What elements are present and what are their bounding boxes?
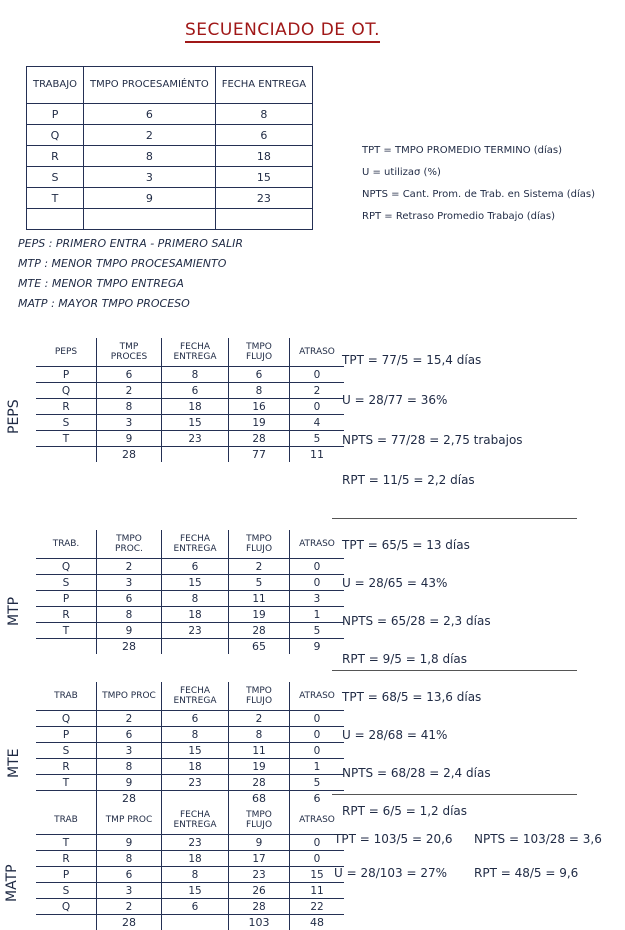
sequence-cell: 11 xyxy=(229,743,290,759)
sequence-cell: 3 xyxy=(97,743,162,759)
sequence-cell: P xyxy=(36,367,97,383)
calculation-line: NPTS = 103/28 = 3,6 xyxy=(474,822,614,856)
definition-u: U = utilizaσ (%) xyxy=(362,162,595,184)
job-cell: S xyxy=(27,167,84,188)
table-row xyxy=(36,851,344,867)
total-cell xyxy=(162,791,229,807)
sequence-cell: 4 xyxy=(290,415,345,431)
header-due-date: FECHA ENTREGA xyxy=(215,67,312,104)
sequence-cell: 18 xyxy=(162,607,229,623)
section-table-wrap xyxy=(36,338,344,462)
legend-mte: MTE : MENOR TMPO ENTREGA xyxy=(18,274,243,294)
job-cell: Q xyxy=(27,125,84,146)
calculation-line: NPTS = 68/28 = 2,4 días xyxy=(342,754,491,792)
sequence-table xyxy=(36,806,344,930)
calculation-line: NPTS = 65/28 = 2,3 días xyxy=(342,602,491,640)
sequence-cell: 1 xyxy=(290,607,345,623)
sequence-cell: 28 xyxy=(229,623,290,639)
sequence-cell: R xyxy=(36,607,97,623)
sequence-cell: 2 xyxy=(97,559,162,575)
sequence-cell: T xyxy=(36,835,97,851)
sequence-cell: Q xyxy=(36,711,97,727)
sequence-cell: Q xyxy=(36,559,97,575)
sequence-cell: 8 xyxy=(162,867,229,883)
sequence-cell: 0 xyxy=(290,835,345,851)
sequence-header-cell: TMPO FLUJO xyxy=(229,806,290,835)
sequence-header-cell: TMPO FLUJO xyxy=(229,338,290,367)
sequence-cell: 9 xyxy=(97,623,162,639)
section-label-matp: MATP xyxy=(4,864,20,902)
sequence-cell: 8 xyxy=(162,367,229,383)
total-cell: 103 xyxy=(229,915,290,930)
calculation-line: TPT = 68/5 = 13,6 días xyxy=(342,678,491,716)
table-row xyxy=(36,711,344,727)
sequence-cell: 8 xyxy=(97,399,162,415)
total-cell xyxy=(162,639,229,655)
table-row xyxy=(36,867,344,883)
sequence-header-cell: FECHA ENTREGA xyxy=(162,682,229,711)
empty-cell xyxy=(84,209,216,230)
sequence-header-cell: FECHA ENTREGA xyxy=(162,530,229,559)
section-table-wrap xyxy=(36,530,344,654)
sequence-header-cell: ATRASO xyxy=(290,338,345,367)
sequence-cell: 2 xyxy=(290,383,345,399)
section-calculations xyxy=(342,340,523,500)
sequence-cell: 18 xyxy=(162,399,229,415)
sequence-cell: R xyxy=(36,759,97,775)
sequence-cell: 28 xyxy=(229,899,290,915)
table-row xyxy=(36,743,344,759)
sequence-cell: 2 xyxy=(97,899,162,915)
sequence-cell: P xyxy=(36,591,97,607)
sequence-cell: 23 xyxy=(229,867,290,883)
sequence-header-cell: TMPO FLUJO xyxy=(229,682,290,711)
calculation-line: U = 28/77 = 36% xyxy=(342,380,523,420)
job-cell: R xyxy=(27,146,84,167)
section-calculations xyxy=(334,822,619,890)
definition-npts: NPTS = Cant. Prom. de Trab. en Sistema (días) xyxy=(362,184,595,206)
sequence-header-cell: TMPO PROC. xyxy=(97,530,162,559)
calculation-line: RPT = 11/5 = 2,2 días xyxy=(342,460,523,500)
sequence-table xyxy=(36,682,344,806)
sequence-cell: R xyxy=(36,399,97,415)
sequence-cell: 23 xyxy=(162,835,229,851)
sequence-cell: 6 xyxy=(162,899,229,915)
table-row xyxy=(27,104,313,125)
sequence-header-cell: ATRASO xyxy=(290,682,345,711)
sequence-cell: P xyxy=(36,727,97,743)
section-divider xyxy=(332,794,577,795)
sequence-cell: 3 xyxy=(97,415,162,431)
table-row xyxy=(36,759,344,775)
sequence-cell: 5 xyxy=(229,575,290,591)
sequence-cell: 5 xyxy=(290,623,345,639)
table-row xyxy=(36,431,344,447)
sequence-cell: 8 xyxy=(162,727,229,743)
sequence-cell: 11 xyxy=(290,883,345,899)
sequence-cell: 6 xyxy=(229,367,290,383)
table-row xyxy=(36,575,344,591)
time-cell: 3 xyxy=(84,167,216,188)
definition-rpt: RPT = Retraso Promedio Trabajo (días) xyxy=(362,206,595,228)
sequence-header-row xyxy=(36,806,344,835)
calculation-line: RPT = 48/5 = 9,6 xyxy=(474,856,614,890)
sequence-cell: 23 xyxy=(162,775,229,791)
total-cell xyxy=(36,447,97,463)
sequence-cell: 6 xyxy=(97,867,162,883)
table-row xyxy=(36,607,344,623)
header-processing-time: TMPO PROCESAMIÉNTO xyxy=(84,67,216,104)
section-divider xyxy=(332,670,577,671)
calculation-line: NPTS = 77/28 = 2,75 trabajos xyxy=(342,420,523,460)
sequence-cell: 8 xyxy=(162,591,229,607)
sequence-table xyxy=(36,530,344,654)
calculation-line: U = 28/68 = 41% xyxy=(342,716,491,754)
sequence-header-cell: TMPO FLUJO xyxy=(229,530,290,559)
sequence-header-cell: TMPO PROC xyxy=(97,682,162,711)
total-cell: 9 xyxy=(290,639,345,655)
time-cell: 9 xyxy=(84,188,216,209)
jobs-header-row xyxy=(27,67,313,104)
due-cell: 18 xyxy=(215,146,312,167)
section-calculations xyxy=(342,678,491,830)
sequence-cell: 9 xyxy=(97,835,162,851)
sequence-cell: 0 xyxy=(290,367,345,383)
table-row xyxy=(36,775,344,791)
job-cell: T xyxy=(27,188,84,209)
sequence-cell: 6 xyxy=(97,367,162,383)
section-table-wrap xyxy=(36,682,344,806)
sequence-cell: 5 xyxy=(290,775,345,791)
total-cell: 77 xyxy=(229,447,290,463)
sequence-cell: 0 xyxy=(290,711,345,727)
section-calculations xyxy=(342,526,491,678)
sequence-cell: 23 xyxy=(162,431,229,447)
total-cell: 28 xyxy=(97,639,162,655)
table-row xyxy=(27,167,313,188)
sequence-cell: 11 xyxy=(229,591,290,607)
table-row xyxy=(36,623,344,639)
sequence-cell: 8 xyxy=(97,851,162,867)
calculation-line: TPT = 77/5 = 15,4 días xyxy=(342,340,523,380)
sequence-cell: 8 xyxy=(97,759,162,775)
sequence-header-cell: ATRASO xyxy=(290,530,345,559)
table-row xyxy=(36,383,344,399)
sequence-cell: 0 xyxy=(290,399,345,415)
table-row xyxy=(36,591,344,607)
sequence-cell: 17 xyxy=(229,851,290,867)
sequence-header-cell: TRAB xyxy=(36,682,97,711)
header-job: TRABAJO xyxy=(27,67,84,104)
page-title: SECUENCIADO DE OT. xyxy=(185,20,380,43)
sequence-cell: 19 xyxy=(229,607,290,623)
sequence-table xyxy=(36,338,344,462)
sequence-cell: 3 xyxy=(290,591,345,607)
section-table-wrap xyxy=(36,806,344,930)
due-cell: 6 xyxy=(215,125,312,146)
sequence-header-cell: TRAB. xyxy=(36,530,97,559)
sequence-cell: T xyxy=(36,775,97,791)
section-divider xyxy=(332,518,577,519)
table-row xyxy=(36,727,344,743)
total-cell: 68 xyxy=(229,791,290,807)
totals-row xyxy=(36,639,344,655)
table-row xyxy=(36,883,344,899)
time-cell: 8 xyxy=(84,146,216,167)
calculation-line: U = 28/103 = 27% xyxy=(334,856,474,890)
sequence-cell: 8 xyxy=(97,607,162,623)
sequence-cell: 0 xyxy=(290,727,345,743)
table-row xyxy=(36,399,344,415)
sequence-cell: S xyxy=(36,883,97,899)
total-cell: 65 xyxy=(229,639,290,655)
sequence-cell: Q xyxy=(36,383,97,399)
table-row xyxy=(36,899,344,915)
sequence-cell: 23 xyxy=(162,623,229,639)
calculation-line: U = 28/65 = 43% xyxy=(342,564,491,602)
total-cell xyxy=(36,639,97,655)
sequence-cell: 0 xyxy=(290,575,345,591)
sequence-cell: 0 xyxy=(290,743,345,759)
legend-matp: MATP : MAYOR TMPO PROCESO xyxy=(18,294,243,314)
definition-tpt: TPT = TMPO PROMEDIO TERMINO (días) xyxy=(362,140,595,162)
sequence-cell: 19 xyxy=(229,759,290,775)
total-cell: 6 xyxy=(290,791,345,807)
sequence-cell: 9 xyxy=(229,835,290,851)
sequence-header-cell: PEPS xyxy=(36,338,97,367)
table-row xyxy=(36,367,344,383)
sequence-cell: 5 xyxy=(290,431,345,447)
due-cell: 23 xyxy=(215,188,312,209)
table-row xyxy=(36,835,344,851)
empty-cell xyxy=(27,209,84,230)
total-cell: 11 xyxy=(290,447,345,463)
table-row xyxy=(27,125,313,146)
sequence-cell: 2 xyxy=(97,711,162,727)
sequence-cell: 15 xyxy=(162,743,229,759)
legend-mtp: MTP : MENOR TMPO PROCESAMIENTO xyxy=(18,254,243,274)
sequence-header-cell: ATRASO xyxy=(290,806,345,835)
sequence-cell: 15 xyxy=(162,575,229,591)
jobs-table xyxy=(26,66,313,230)
sequence-header-cell: TMP PROCES xyxy=(97,338,162,367)
sequence-cell: 6 xyxy=(162,559,229,575)
totals-row xyxy=(36,791,344,807)
sequence-cell: 15 xyxy=(162,415,229,431)
calculation-line: TPT = 65/5 = 13 días xyxy=(342,526,491,564)
table-row xyxy=(36,415,344,431)
table-row xyxy=(27,188,313,209)
sequence-cell: 28 xyxy=(229,775,290,791)
sequence-cell: 18 xyxy=(162,759,229,775)
sequence-cell: 6 xyxy=(162,711,229,727)
sequence-cell: T xyxy=(36,431,97,447)
sequence-header-cell: FECHA ENTREGA xyxy=(162,806,229,835)
sequence-cell: 8 xyxy=(229,383,290,399)
total-cell: 28 xyxy=(97,447,162,463)
sequence-cell: S xyxy=(36,415,97,431)
sequence-cell: 2 xyxy=(229,711,290,727)
empty-cell xyxy=(215,209,312,230)
sequence-cell: 8 xyxy=(229,727,290,743)
table-row xyxy=(27,146,313,167)
sequence-cell: 2 xyxy=(229,559,290,575)
sequence-cell: S xyxy=(36,575,97,591)
time-cell: 6 xyxy=(84,104,216,125)
totals-row xyxy=(36,447,344,463)
total-cell: 48 xyxy=(290,915,345,930)
section-label-mtp: MTP xyxy=(6,597,22,626)
total-cell: 28 xyxy=(97,791,162,807)
sequence-cell: 16 xyxy=(229,399,290,415)
time-cell: 2 xyxy=(84,125,216,146)
sequence-cell: 9 xyxy=(97,431,162,447)
sequence-cell: 2 xyxy=(97,383,162,399)
sequence-header-cell: TMP PROC xyxy=(97,806,162,835)
sequence-cell: 1 xyxy=(290,759,345,775)
sequence-cell: 15 xyxy=(290,867,345,883)
due-cell: 15 xyxy=(215,167,312,188)
sequence-cell: P xyxy=(36,867,97,883)
legend-peps: PEPS : PRIMERO ENTRA - PRIMERO SALIR xyxy=(18,234,243,254)
sequence-cell: R xyxy=(36,851,97,867)
calculation-line: RPT = 9/5 = 1,8 días xyxy=(342,640,491,678)
total-cell: 28 xyxy=(97,915,162,930)
sequence-header-row xyxy=(36,682,344,711)
sequence-cell: T xyxy=(36,623,97,639)
sequence-header-cell: FECHA ENTREGA xyxy=(162,338,229,367)
section-label-mte: MTE xyxy=(6,749,22,778)
sequence-cell: 0 xyxy=(290,851,345,867)
definitions xyxy=(362,140,595,228)
sequence-cell: 6 xyxy=(97,591,162,607)
sequence-cell: 19 xyxy=(229,415,290,431)
total-cell xyxy=(36,791,97,807)
sequence-cell: 22 xyxy=(290,899,345,915)
sequence-cell: 28 xyxy=(229,431,290,447)
sequence-cell: Q xyxy=(36,899,97,915)
sequence-header-row xyxy=(36,338,344,367)
sequence-cell: 26 xyxy=(229,883,290,899)
due-cell: 8 xyxy=(215,104,312,125)
calculation-line: TPT = 103/5 = 20,6 xyxy=(334,822,474,856)
table-row xyxy=(36,559,344,575)
sequence-cell: S xyxy=(36,743,97,759)
sequence-header-cell: TRAB xyxy=(36,806,97,835)
sequence-cell: 18 xyxy=(162,851,229,867)
sequence-header-row xyxy=(36,530,344,559)
sequence-cell: 6 xyxy=(162,383,229,399)
sequence-cell: 15 xyxy=(162,883,229,899)
calculation-line: RPT = 6/5 = 1,2 días xyxy=(342,792,491,830)
sequence-cell: 9 xyxy=(97,775,162,791)
total-cell xyxy=(162,447,229,463)
job-cell: P xyxy=(27,104,84,125)
legend xyxy=(18,234,243,314)
section-label-peps: PEPS xyxy=(6,399,22,434)
sequence-cell: 0 xyxy=(290,559,345,575)
sequence-cell: 3 xyxy=(97,575,162,591)
table-row xyxy=(27,209,313,230)
sequence-cell: 6 xyxy=(97,727,162,743)
sequence-cell: 3 xyxy=(97,883,162,899)
